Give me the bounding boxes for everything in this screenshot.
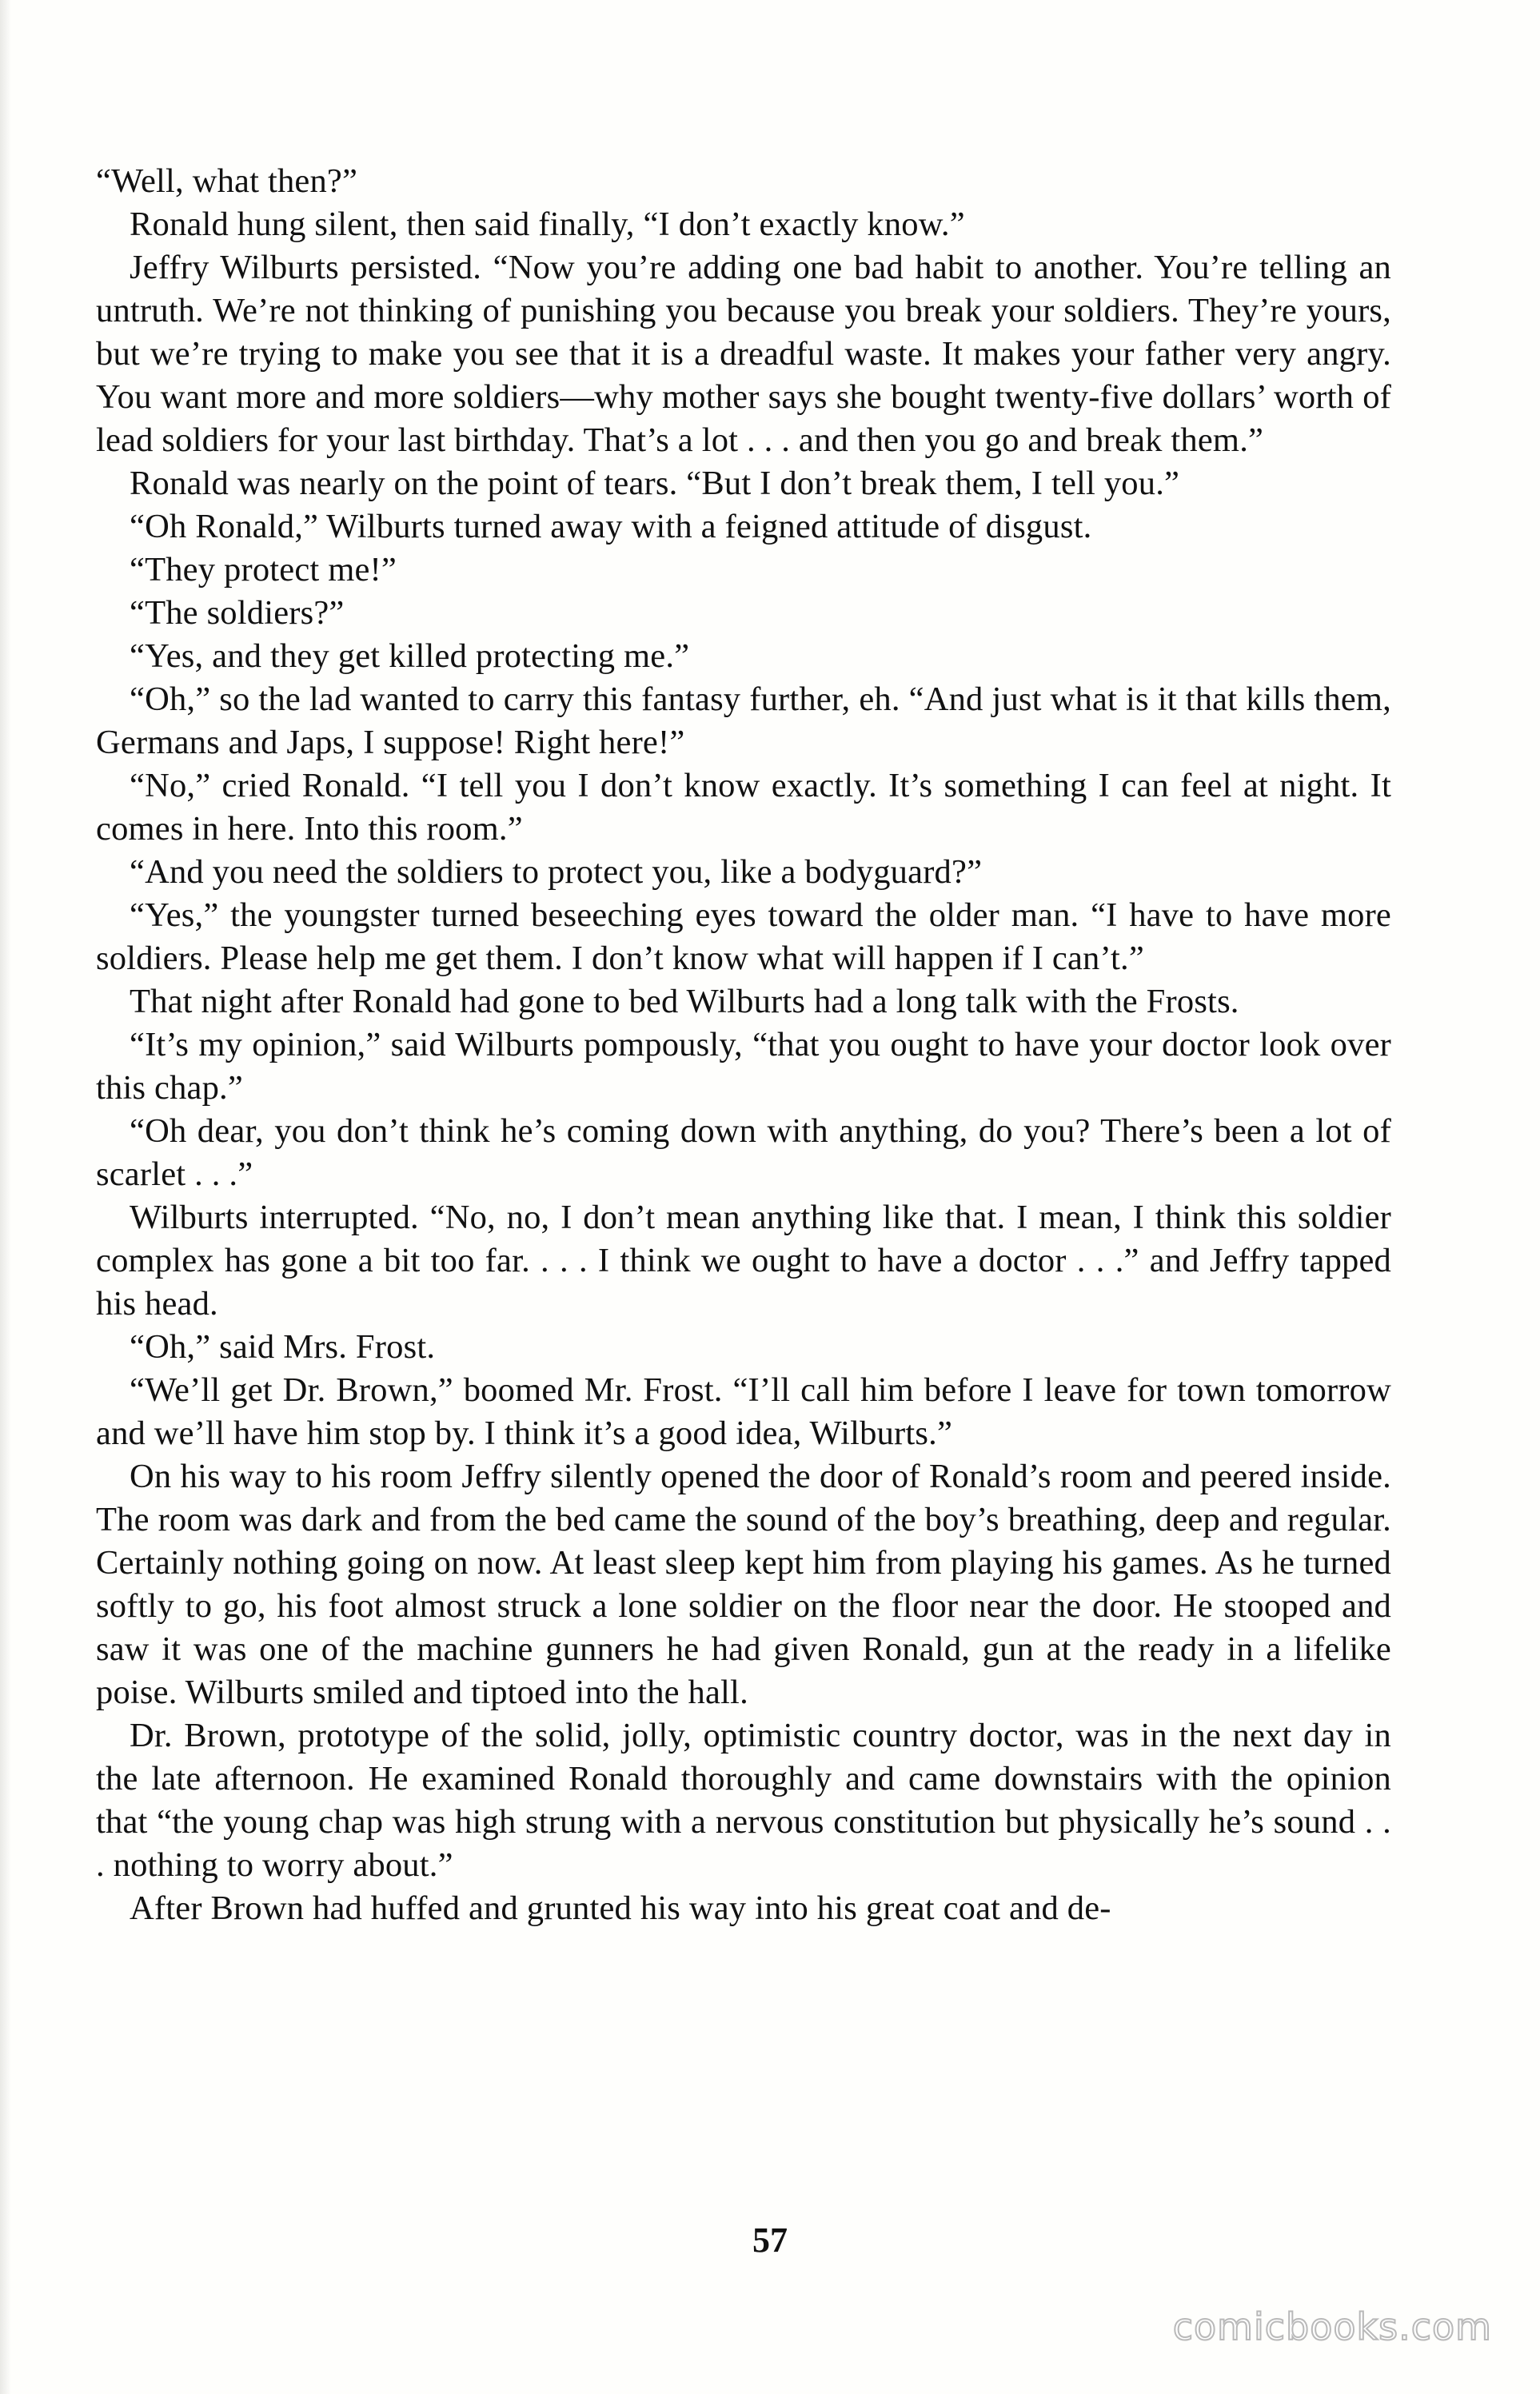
- watermark-logo: comicbooks.com: [1172, 2305, 1492, 2348]
- paragraph: Dr. Brown, prototype of the solid, jolly, optimistic country doctor, was in the next day in the late afternoon. He examined Ronald thoroughly and came downstairs with the opinion that “the young chap was high strung with a nervous constitution but physically he’s sound . . . nothing to worry about.”: [96, 1717, 1391, 1884]
- paragraph: Jeffry Wilburts persisted. “Now you’re adding one bad habit to another. You’re telling an untruth. We’re not thinking of punishing you because you break your soldiers. They’re yours, but we’re trying to make you see that it is a dreadful waste. It makes your father very angry. You want more and more soldiers—why mother says she bought twenty-five dollars’ worth of lead soldiers for your last birthday. That’s a lot . . . and then you go and break them.”: [96, 249, 1391, 459]
- paragraph: “Oh dear, you don’t think he’s coming down with anything, do you? There’s been a lot of scarlet . . .”: [96, 1112, 1391, 1193]
- page-number: 57: [752, 2220, 788, 2260]
- paragraph: Ronald was nearly on the point of tears. “But I don’t break them, I tell you.”: [130, 465, 1180, 502]
- paragraph: “Yes,” the youngster turned beseeching eyes toward the older man. “I have to have more soldiers. Please help me get them. I don’t know what will happen if I can’t.”: [96, 896, 1391, 977]
- paragraph: Ronald hung silent, then said finally, “I don’t exactly know.”: [130, 205, 965, 243]
- paragraph: After Brown had huffed and grunted his way into his great coat and de-: [130, 1889, 1111, 1927]
- paragraph: “Oh,” said Mrs. Frost.: [130, 1328, 436, 1366]
- paragraph: On his way to his room Jeffry silently opened the door of Ronald’s room and peered inside. The room was dark and from the bed came the sound of the boy’s breathing, deep and regular. Certainly nothing going on now. At least sleep kept him from playing his games. As he turned softly to go, his foot almost struck a lone soldier on the floor near the door. He stooped and saw it was one of the machine gunners he had given Ronald, gun at the ready in a lifelike poise. Wilburts smiled and tiptoed into the hall.: [96, 1458, 1391, 1711]
- paragraph: “We’ll get Dr. Brown,” boomed Mr. Frost. “I’ll call him before I leave for town tomorrow and we’ll have him stop by. I think it’s a good idea, Wilburts.”: [96, 1371, 1391, 1452]
- paragraph: “Well, what then?”: [96, 162, 358, 200]
- paragraph: “Oh,” so the lad wanted to carry this fantasy further, eh. “And just what is it that kills them, Germans and Japs, I suppose! Right here!”: [96, 680, 1391, 761]
- body-text: [96, 160, 1391, 1930]
- paragraph: “Yes, and they get killed protecting me.”: [130, 637, 690, 675]
- paragraph: “It’s my opinion,” said Wilburts pompously, “that you ought to have your doctor look over this chap.”: [96, 1026, 1391, 1107]
- paragraph: “They protect me!”: [130, 551, 397, 589]
- paragraph: “The soldiers?”: [130, 594, 345, 632]
- paragraph: That night after Ronald had gone to bed Wilburts had a long talk with the Frosts.: [130, 983, 1239, 1020]
- paragraph: “Oh Ronald,” Wilburts turned away with a feigned attitude of disgust.: [130, 508, 1092, 545]
- paragraph: Wilburts interrupted. “No, no, I don’t mean anything like that. I mean, I think this soldier complex has gone a bit too far. . . . I think we ought to have a doctor . . .” and Jeffry tapped his head.: [96, 1199, 1391, 1323]
- page-edge-shadow: [0, 0, 11, 2394]
- paragraph: “And you need the soldiers to protect you, like a bodyguard?”: [130, 853, 983, 891]
- paragraph: “No,” cried Ronald. “I tell you I don’t know exactly. It’s something I can feel at night. It comes in here. Into this room.”: [96, 767, 1391, 848]
